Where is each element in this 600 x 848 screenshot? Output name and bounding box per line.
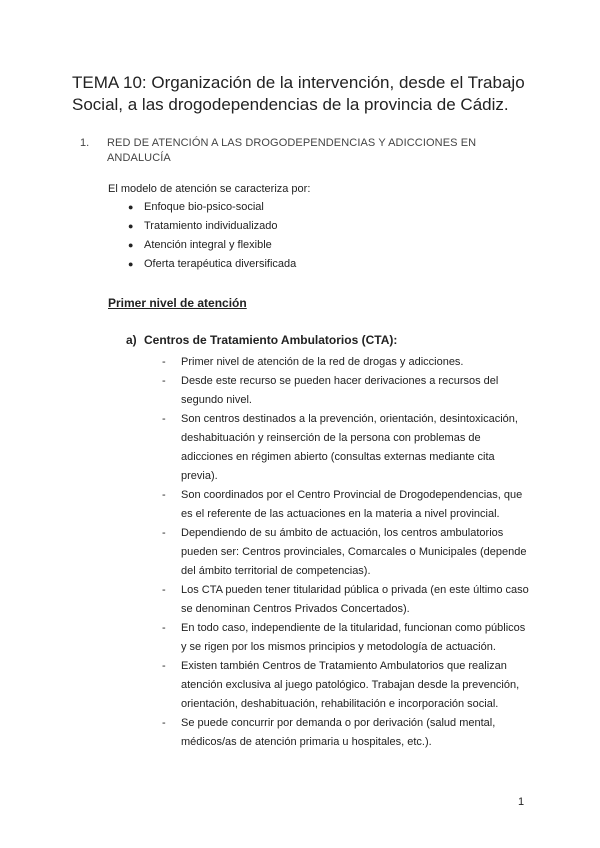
section-number: 1. [80, 137, 90, 149]
dash-icon: - [162, 622, 166, 634]
dash-text: Desde este recurso se pueden hacer derivaciones a recursos del segundo nivel. [181, 375, 499, 406]
dash-list [162, 353, 532, 752]
bullet-item [128, 200, 296, 219]
bullet-icon: ● [128, 221, 134, 231]
subsection-title: Centros de Tratamiento Ambulatorios (CTA): [144, 333, 398, 347]
bullet-icon: ● [128, 259, 134, 269]
dash-icon: - [162, 375, 166, 387]
document-title: TEMA 10: Organización de la intervención, desde el Trabajo Social, a las drogodependencias de la provincia de Cádiz. [72, 73, 525, 114]
dash-item [162, 372, 532, 410]
bullet-list [128, 200, 296, 276]
bullet-icon: ● [128, 202, 134, 212]
dash-text: Son coordinados por el Centro Provincial de Drogodependencias, que es el referente de las actuaciones en la materia a nivel provincial. [181, 489, 523, 520]
bullet-item [128, 257, 296, 276]
dash-text: Dependiendo de su ámbito de actuación, los centros ambulatorios pueden ser: Centros provinciales, Comarcales o Municipales (depende del ámbito territorial de competencias). [181, 527, 527, 577]
subsection-label: a) [126, 333, 137, 347]
subsection-heading [126, 333, 397, 347]
dash-item [162, 410, 532, 486]
dash-icon: - [162, 584, 166, 596]
dash-text: En todo caso, independiente de la titularidad, funcionan como públicos y se rigen por los mismos principios y metodología de actuación. [181, 622, 526, 653]
bullet-text: Oferta terapéutica diversificada [144, 258, 297, 270]
dash-icon: - [162, 413, 166, 425]
dash-item [162, 619, 532, 657]
dash-item [162, 714, 532, 752]
page-number: 1 [518, 796, 525, 808]
dash-item [162, 353, 532, 372]
bullet-item [128, 219, 296, 238]
dash-icon: - [162, 660, 166, 672]
dash-text: Se puede concurrir por demanda o por derivación (salud mental, médicos/as de atención primaria u hospitales, etc.). [181, 717, 496, 748]
dash-icon: - [162, 356, 166, 368]
section-title: RED DE ATENCIÓN A LAS DROGODEPENDENCIAS Y ADICCIONES EN ANDALUCÍA [107, 137, 477, 164]
dash-item [162, 524, 532, 581]
dash-item [162, 581, 532, 619]
dash-icon: - [162, 527, 166, 539]
dash-text: Primer nivel de atención de la red de drogas y adicciones. [181, 356, 464, 368]
bullet-text: Tratamiento individualizado [144, 220, 278, 232]
dash-text: Son centros destinados a la prevención, orientación, desintoxicación, deshabituación y reinserción de la persona con problemas de adicciones en régimen abierto (consultas externas mediante cita previa). [181, 413, 518, 482]
dash-item [162, 657, 532, 714]
intro-paragraph: El modelo de atención se caracteriza por: [108, 183, 311, 195]
bullet-text: Atención integral y flexible [144, 239, 272, 251]
dash-item [162, 486, 532, 524]
dash-icon: - [162, 717, 166, 729]
bullet-icon: ● [128, 240, 134, 250]
bullet-item [128, 238, 296, 257]
dash-text: Los CTA pueden tener titularidad pública o privada (en este último caso se denominan Centros Privados Concertados). [181, 584, 529, 615]
subheading: Primer nivel de atención [108, 296, 247, 310]
dash-icon: - [162, 489, 166, 501]
dash-text: Existen también Centros de Tratamiento Ambulatorios que realizan atención exclusiva al juego patológico. Trabajan desde la prevención, orientación, deshabituación, rehabilitación e incorporación social. [181, 660, 520, 710]
bullet-text: Enfoque bio-psico-social [144, 201, 264, 213]
